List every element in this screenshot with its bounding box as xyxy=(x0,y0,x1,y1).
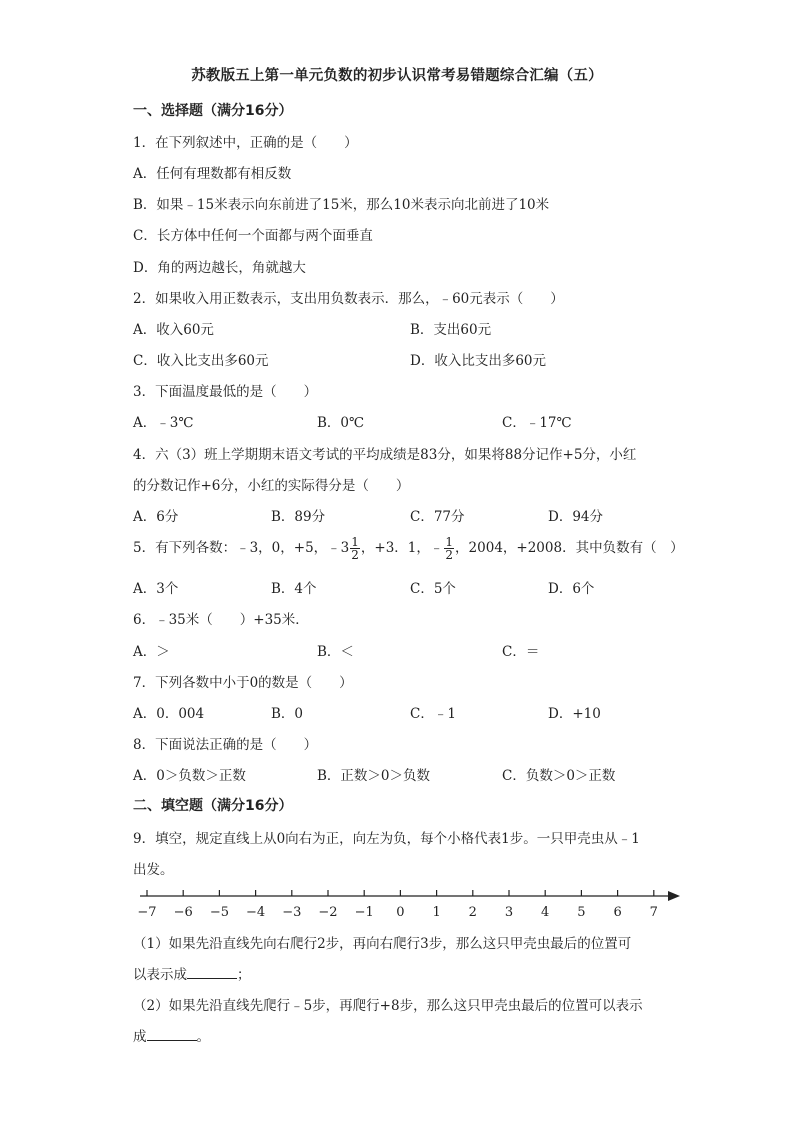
number-line-tick-label: 3 xyxy=(504,905,514,920)
q4-option-a: A．6分 xyxy=(133,509,179,525)
q1-option-b: B．如果﹣15米表示向东前进了15米，那么10米表示向北前进了10米 xyxy=(133,197,550,213)
q2-option-c: C．收入比支出多60元 xyxy=(133,353,269,369)
number-line-tick-label: 4 xyxy=(541,905,550,920)
q7-option-d: D．+10 xyxy=(548,706,601,722)
q7-option-a: A．0．004 xyxy=(133,706,205,722)
number-line-tick-label: 7 xyxy=(649,905,658,920)
q5-option-d: D．6个 xyxy=(548,581,595,597)
q2-option-d: D．收入比支出多60元 xyxy=(410,353,547,369)
fraction-half-2: $\frac{1}{2}$ xyxy=(445,535,454,562)
q2-option-a: A．收入60元 xyxy=(133,322,214,338)
q5-stem-part1: 5．有下列各数：﹣3，0，+5，﹣3 xyxy=(133,540,350,556)
q3-option-a: A．﹣3℃ xyxy=(133,415,194,431)
q9-sub1-suffix: ； xyxy=(237,967,251,983)
q5-option-a: A．3个 xyxy=(133,581,179,597)
page-title: 苏教版五上第一单元负数的初步认识常考易错题综合汇编（五） xyxy=(191,68,603,84)
q1-option-c: C．长方体中任何一个面都与两个面垂直 xyxy=(133,228,373,244)
q1-stem: 1．在下列叙述中，正确的是（ ） xyxy=(133,135,358,151)
q5-stem-part2: ，+3．1，﹣ xyxy=(360,540,444,556)
section-heading-choice: 一、选择题（满分16分） xyxy=(133,103,293,119)
q3-option-c: C．﹣17℃ xyxy=(502,415,572,431)
number-line-arrow-icon xyxy=(668,891,680,901)
q9-sub2-suffix: 。 xyxy=(196,1029,210,1045)
number-line-tick-label: −3 xyxy=(282,905,302,920)
q2-option-b: B．支出60元 xyxy=(410,322,492,338)
number-line-labels xyxy=(137,905,658,920)
q5-stem-part3: ，2004，+2008．其中负数有（ ） xyxy=(455,540,684,556)
q2-stem: 2．如果收入用正数表示，支出用负数表示．那么，﹣60元表示（ ） xyxy=(133,291,564,307)
q9-stem-line1: 9．填空，规定直线上从0向右为正，向左为负，每个小格代表1步。一只甲壳虫从﹣1 xyxy=(133,831,640,847)
number-line-tick-label: 1 xyxy=(432,905,441,920)
q9-sub1-line1: （1）如果先沿直线先向右爬行2步，再向右爬行3步，那么这只甲壳虫最后的位置可 xyxy=(133,936,632,952)
q4-option-d: D．94分 xyxy=(548,509,604,525)
q3-stem: 3．下面温度最低的是（ ） xyxy=(133,384,318,400)
q4-stem-line2: 的分数记作+6分，小红的实际得分是（ ） xyxy=(133,478,410,494)
q6-option-c: C．＝ xyxy=(502,644,540,660)
number-line-tick-label: 2 xyxy=(468,905,477,920)
q8-option-c: C．负数＞0＞正数 xyxy=(502,768,616,784)
q5-option-b: B．4个 xyxy=(271,581,317,597)
number-line-tick-label: −4 xyxy=(246,905,266,920)
q9-sub1-line2 xyxy=(133,963,251,983)
q1-option-d: D．角的两边越长，角就越大 xyxy=(133,260,306,276)
q3-option-b: B．0℃ xyxy=(317,415,365,431)
q9-sub1-prefix: 以表示成 xyxy=(133,967,187,983)
q7-option-b: B．0 xyxy=(271,706,304,722)
q9-sub2-line1: （2）如果先沿直线先爬行﹣5步，再爬行+8步，那么这只甲壳虫最后的位置可以表示 xyxy=(133,998,643,1014)
q4-stem-line1: 4．六（3）班上学期期末语文考试的平均成绩是83分，如果将88分记作+5分，小红 xyxy=(133,447,637,463)
q9-sub2-line2 xyxy=(133,1025,210,1045)
number-line-tick-label: 5 xyxy=(577,905,586,920)
section-heading-fill: 二、填空题（满分16分） xyxy=(133,798,293,814)
q8-stem: 8．下面说法正确的是（ ） xyxy=(133,737,318,753)
number-line-tick-label: 6 xyxy=(613,905,622,920)
number-line-tick-label: 0 xyxy=(396,905,405,920)
q1-option-a: A．任何有理数都有相反数 xyxy=(133,166,292,182)
fraction-half-1: $\frac{1}{2}$ xyxy=(351,535,359,562)
number-line-ticks xyxy=(147,890,654,896)
q7-option-c: C．﹣1 xyxy=(410,706,456,722)
q6-option-b: B．＜ xyxy=(317,644,354,660)
number-line-tick-label: −2 xyxy=(318,905,338,920)
q4-option-c: C．77分 xyxy=(410,509,465,525)
q9-sub2-prefix: 成 xyxy=(133,1029,147,1045)
q6-option-a: A．＞ xyxy=(133,644,170,660)
q9-sub2-answer-blank[interactable] xyxy=(147,1028,197,1041)
q8-option-b: B．正数＞0＞负数 xyxy=(317,768,431,784)
number-line-tick-label: −6 xyxy=(173,905,193,920)
q7-stem: 7．下列各数中小于0的数是（ ） xyxy=(133,675,353,691)
number-line xyxy=(0,880,794,930)
q9-stem-line2: 出发。 xyxy=(133,862,174,878)
number-line-tick-label: −1 xyxy=(354,905,374,920)
q5-option-c: C．5个 xyxy=(410,581,456,597)
number-line-tick-label: −7 xyxy=(137,905,157,920)
number-line-tick-label: −5 xyxy=(209,905,229,920)
q5-stem xyxy=(133,536,684,561)
q9-sub1-answer-blank[interactable] xyxy=(187,966,237,979)
q8-option-a: A．0＞负数＞正数 xyxy=(133,768,246,784)
q6-stem: 6．﹣35米（ ）+35米． xyxy=(133,612,309,628)
q4-option-b: B．89分 xyxy=(271,509,326,525)
